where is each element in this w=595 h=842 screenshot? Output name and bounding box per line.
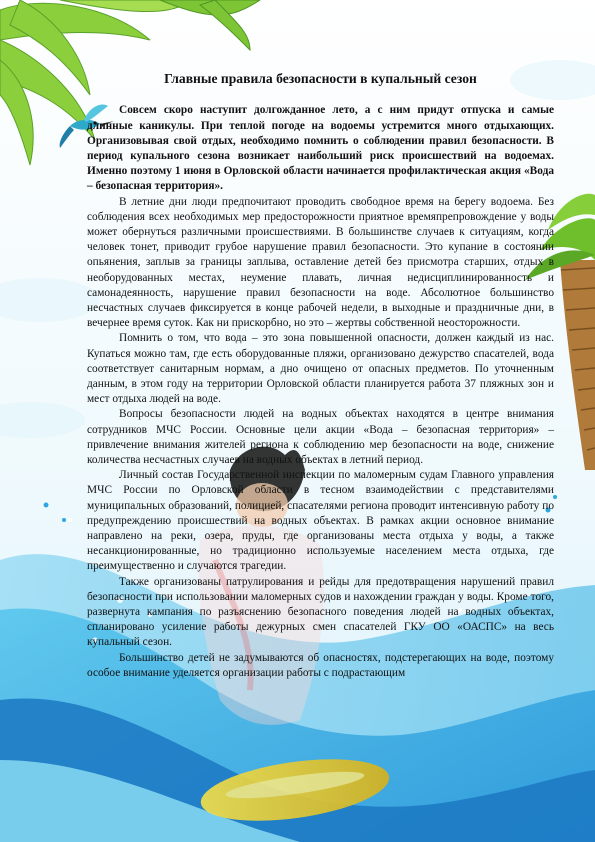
document-body: [87, 71, 554, 681]
paragraph-2: В летние дни люди предпочитают проводить свободное время на берегу водоема. Без соблюдения всех необходимых мер предосторожности приятное времяпрепровождение у воды может обернуться различными происшествиями. В большинстве случаев к ситуациям, когда человек тонет, приводит грубое нарушение правил безопасности. Это купание в состоянии опьянения, заплыв за границы заплыва, оставление детей без присмотра старших, отдых в необорудованных местах, неумение плавать, личная недисциплинированность и самонадеянность, нарушение правил безопасности на воде. Абсолютное большинство несчастных случаев фиксируется в конце рабочей недели, в выходные и праздничные дни, в вечернее время суток. Как ни прискорбно, но это – жертвы собственной неосторожности.: [87, 195, 554, 330]
lead-paragraph: Совсем скоро наступит долгожданное лето, а с ним придут отпуска и самые длинные каникулы. При теплой погоде на водоемы устремится много отдыхающих. Организовывая свой отдых, необходимо помнить о соблюдении правил безопасности. В период купального сезона возникает наибольший риск происшествий на водоемах. Именно поэтому 1 июня в Орловской области начинается профилактическая акция «Вода – безопасная территория».: [87, 104, 554, 193]
page-title: Главные правила безопасности в купальный сезон: [164, 71, 477, 86]
paragraph-3: Помнить о том, что вода – это зона повышенной опасности, должен каждый из нас. Купаться можно там, где есть оборудованные пляжи, организовано дежурство спасателей, вода соответствует санитарным нормам, а дно очищено от опасных предметов. По уточненным данным, в этом году на территории Орловской области планируется работа 37 пляжных зон и мест отдыха людей на воде.: [87, 332, 554, 406]
paragraph-4: Вопросы безопасности людей на водных объектах находятся в центре внимания сотрудников МЧС России. Основные цели акции «Вода – безопасная территория» – привлечение внимания жителей региона к соблюдению мер безопасности на воде, снижение количества несчастных случаев на водных объектах в летний период.: [87, 408, 554, 466]
paragraph-6: Также организованы патрулирования и рейды для предотвращения нарушений правил безопасности при использовании маломерных судов и нахождении граждан у воды. Кроме того, развернута кампания по разъяснению безопасного поведения людей на водных объектах, спланировано усиление работы дежурных смен спасателей ГКУ ОО «ОАСПС» на весь купальный сезон.: [87, 575, 554, 649]
paragraph-7: Большинство детей не задумываются об опасностях, подстерегающих на воде, поэтому особое внимание уделяется организации работы с подрастающим: [87, 651, 554, 679]
paragraph-5: Личный состав Государственной инспекции по маломерным судам Главного управления МЧС России по Орловской области в тесном взаимодействии с представителями муниципальных образований, полицией, спасателями региона проводит интенсивную работу по предупреждению происшествий на водных объектах. В рамках акции основное внимание направлено на реки, озера, пруды, где организованы места отдыха у воды, а также несанкционированные, но традиционно используемые населением места отдыха, где преимущественно и случаются трагедии.: [87, 469, 554, 573]
